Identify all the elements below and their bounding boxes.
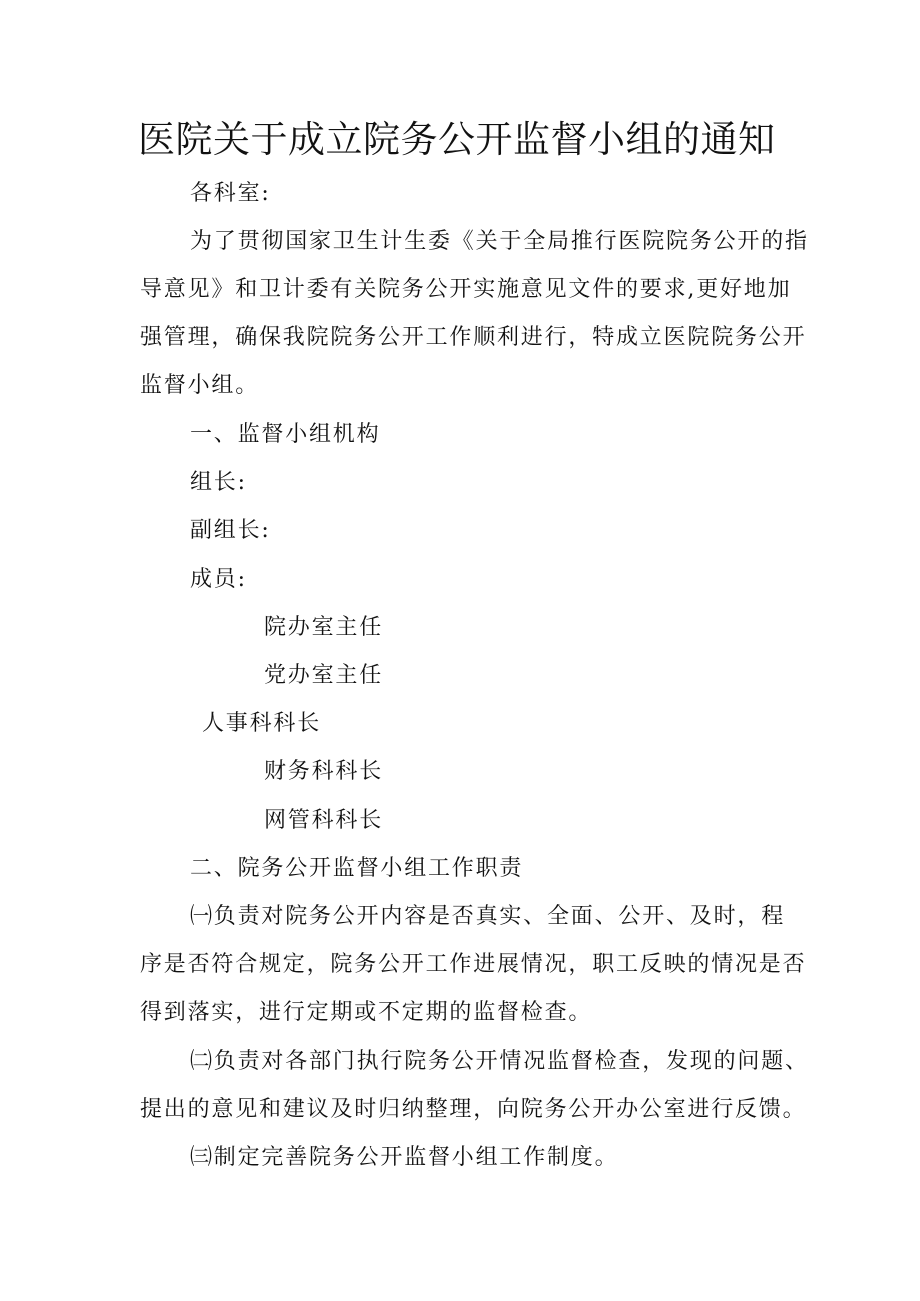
duty-line: 提出的意见和建议及时归纳整理，向院务公开办公室进行反馈。 — [140, 1097, 807, 1122]
intro-line: 导意见》和卫计委有关院务公开实施意见文件的要求,更好地加 — [140, 277, 792, 302]
document-title: 医院关于成立院务公开监督小组的通知 — [138, 118, 776, 161]
duty-line: ㈡负责对各部门执行院务公开情况监督检查，发现的问题、 — [190, 1049, 809, 1074]
duty-line: ㈠负责对院务公开内容是否真实、全面、公开、及时，程 — [190, 904, 786, 929]
member-item: 网管科科长 — [264, 808, 384, 833]
duty-line: ㈢制定完善院务公开监督小组工作制度。 — [190, 1145, 619, 1170]
leader-label: 组长: — [190, 470, 247, 495]
intro-line: 为了贯彻国家卫生计生委《关于全局推行医院院务公开的指 — [190, 229, 809, 254]
section-heading: 二、院务公开监督小组工作职责 — [190, 856, 524, 881]
member-item: 人事科科长 — [202, 711, 322, 736]
member-item: 院办室主任 — [264, 615, 384, 640]
section-heading: 一、监督小组机构 — [190, 422, 381, 447]
member-item: 党办室主任 — [264, 663, 384, 688]
duty-line: 得到落实，进行定期或不定期的监督检查。 — [140, 1000, 593, 1025]
deputy-leader-label: 副组长: — [190, 518, 271, 543]
duty-line: 序是否符合规定，院务公开工作进展情况，职工反映的情况是否 — [140, 952, 807, 977]
member-item: 财务科科长 — [264, 759, 384, 784]
members-label: 成员: — [190, 567, 247, 592]
intro-line: 强管理，确保我院院务公开工作顺利进行，特成立医院院务公开 — [140, 325, 807, 350]
intro-line: 监督小组。 — [140, 373, 260, 398]
salutation: 各科室: — [190, 181, 271, 206]
